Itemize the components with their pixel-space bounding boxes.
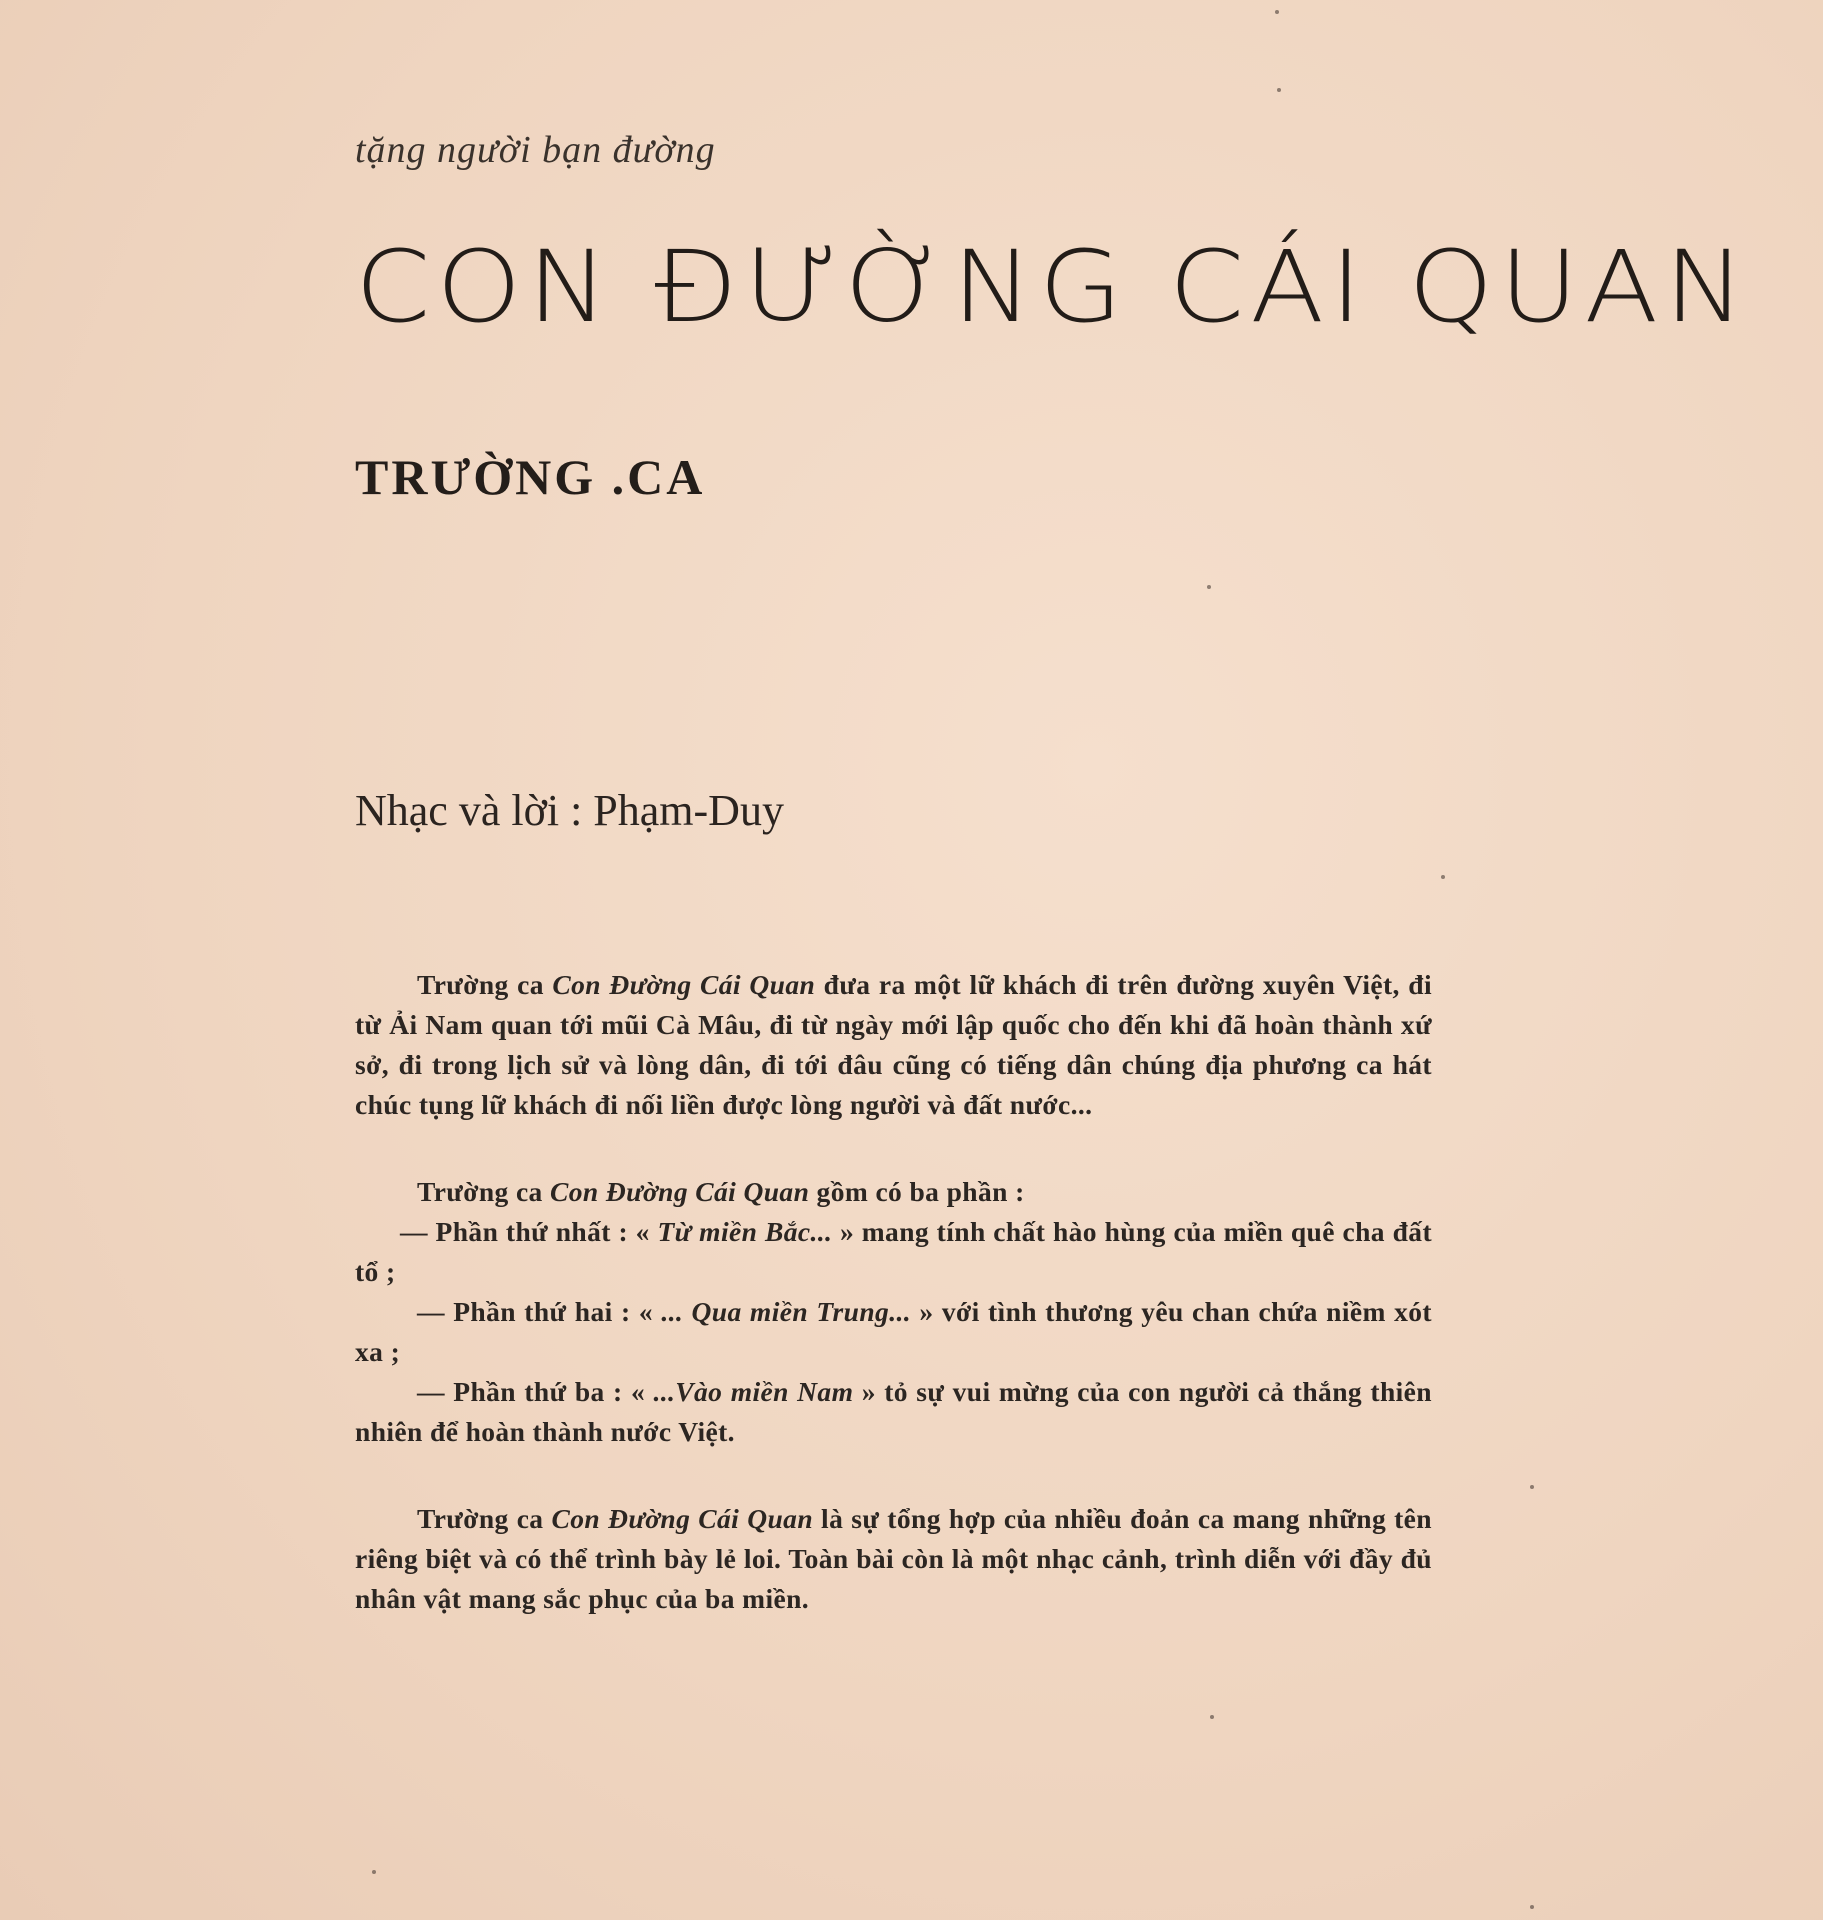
paragraph-text: gồm có ba phần : [809,1176,1025,1207]
part-text: » với tình thương yêu chan chứa niềm xót xa ; [355,1296,1432,1367]
part-lead: — Phần thứ ba : « [417,1376,654,1407]
work-title: Con Đường Cái Quan [552,969,816,1000]
part-name: ... Qua miền Trung... [661,1296,912,1327]
part-lead: — Phần thứ nhất : « [400,1216,658,1247]
work-title: Con Đường Cái Quan [551,1503,814,1534]
work-title: Con Đường Cái Quan [550,1176,810,1207]
subtitle: TRƯỜNG .CA [355,449,706,505]
paper-speck [1207,585,1211,589]
part-lead: — Phần thứ hai : « [417,1296,662,1327]
part-text: » tỏ sự vui mừng của con người cả thắng thiên nhiên để hoàn thành nước Việt. [355,1376,1432,1447]
paper-speck [1210,1715,1214,1719]
paragraph-lead: Trường ca [417,1503,552,1534]
closing-paragraph [355,1499,1432,1619]
part-name: Từ miền Bắc... [657,1216,833,1247]
part-two-item [355,1292,1432,1372]
part-text: » mang tính chất hào hùng của miền quê cha đất tổ ; [355,1216,1433,1287]
paper-speck [1277,88,1281,92]
body-text [355,965,1432,1619]
paragraph-text: đưa ra một lữ khách đi trên đường xuyên Việt, đi từ Ải Nam quan tới mũi Cà Mâu, đi từ ngày mới lập quốc cho đến khi đã hoàn thành xứ sở, đi trong lịch sử và lòng dân, đi tới đâu cũng có tiếng dân chúng địa phương ca hát chúc tụng lữ khách đi nối liền được lòng người và đất nước... [355,969,1433,1120]
paragraph-lead: Trường ca [417,969,553,1000]
dedication: tặng người bạn đường [355,129,716,171]
credit-line: Nhạc và lời : Phạm-Duy [355,786,784,835]
intro-paragraph [355,965,1432,1125]
page-title: CON ĐƯỜNG CÁI QUAN [355,229,1752,345]
part-name: ...Vào miền Nam [653,1376,854,1407]
paragraph-text: là sự tổng hợp của nhiều đoản ca mang những tên riêng biệt và có thể trình bày lẻ loi. Toàn bài còn là một nhạc cảnh, trình diễn với đầy đủ nhân vật mang sắc phục của ba miền. [355,1503,1432,1614]
paper-speck [372,1870,376,1874]
paper-speck [1275,10,1279,14]
paper-speck [1441,875,1445,879]
part-one-item [355,1212,1432,1292]
part-three-item [355,1372,1432,1452]
structure-paragraph [355,1172,1432,1212]
paper-speck [1530,1905,1534,1909]
paper-speck [1530,1485,1534,1489]
paragraph-lead: Trường ca [417,1176,550,1207]
